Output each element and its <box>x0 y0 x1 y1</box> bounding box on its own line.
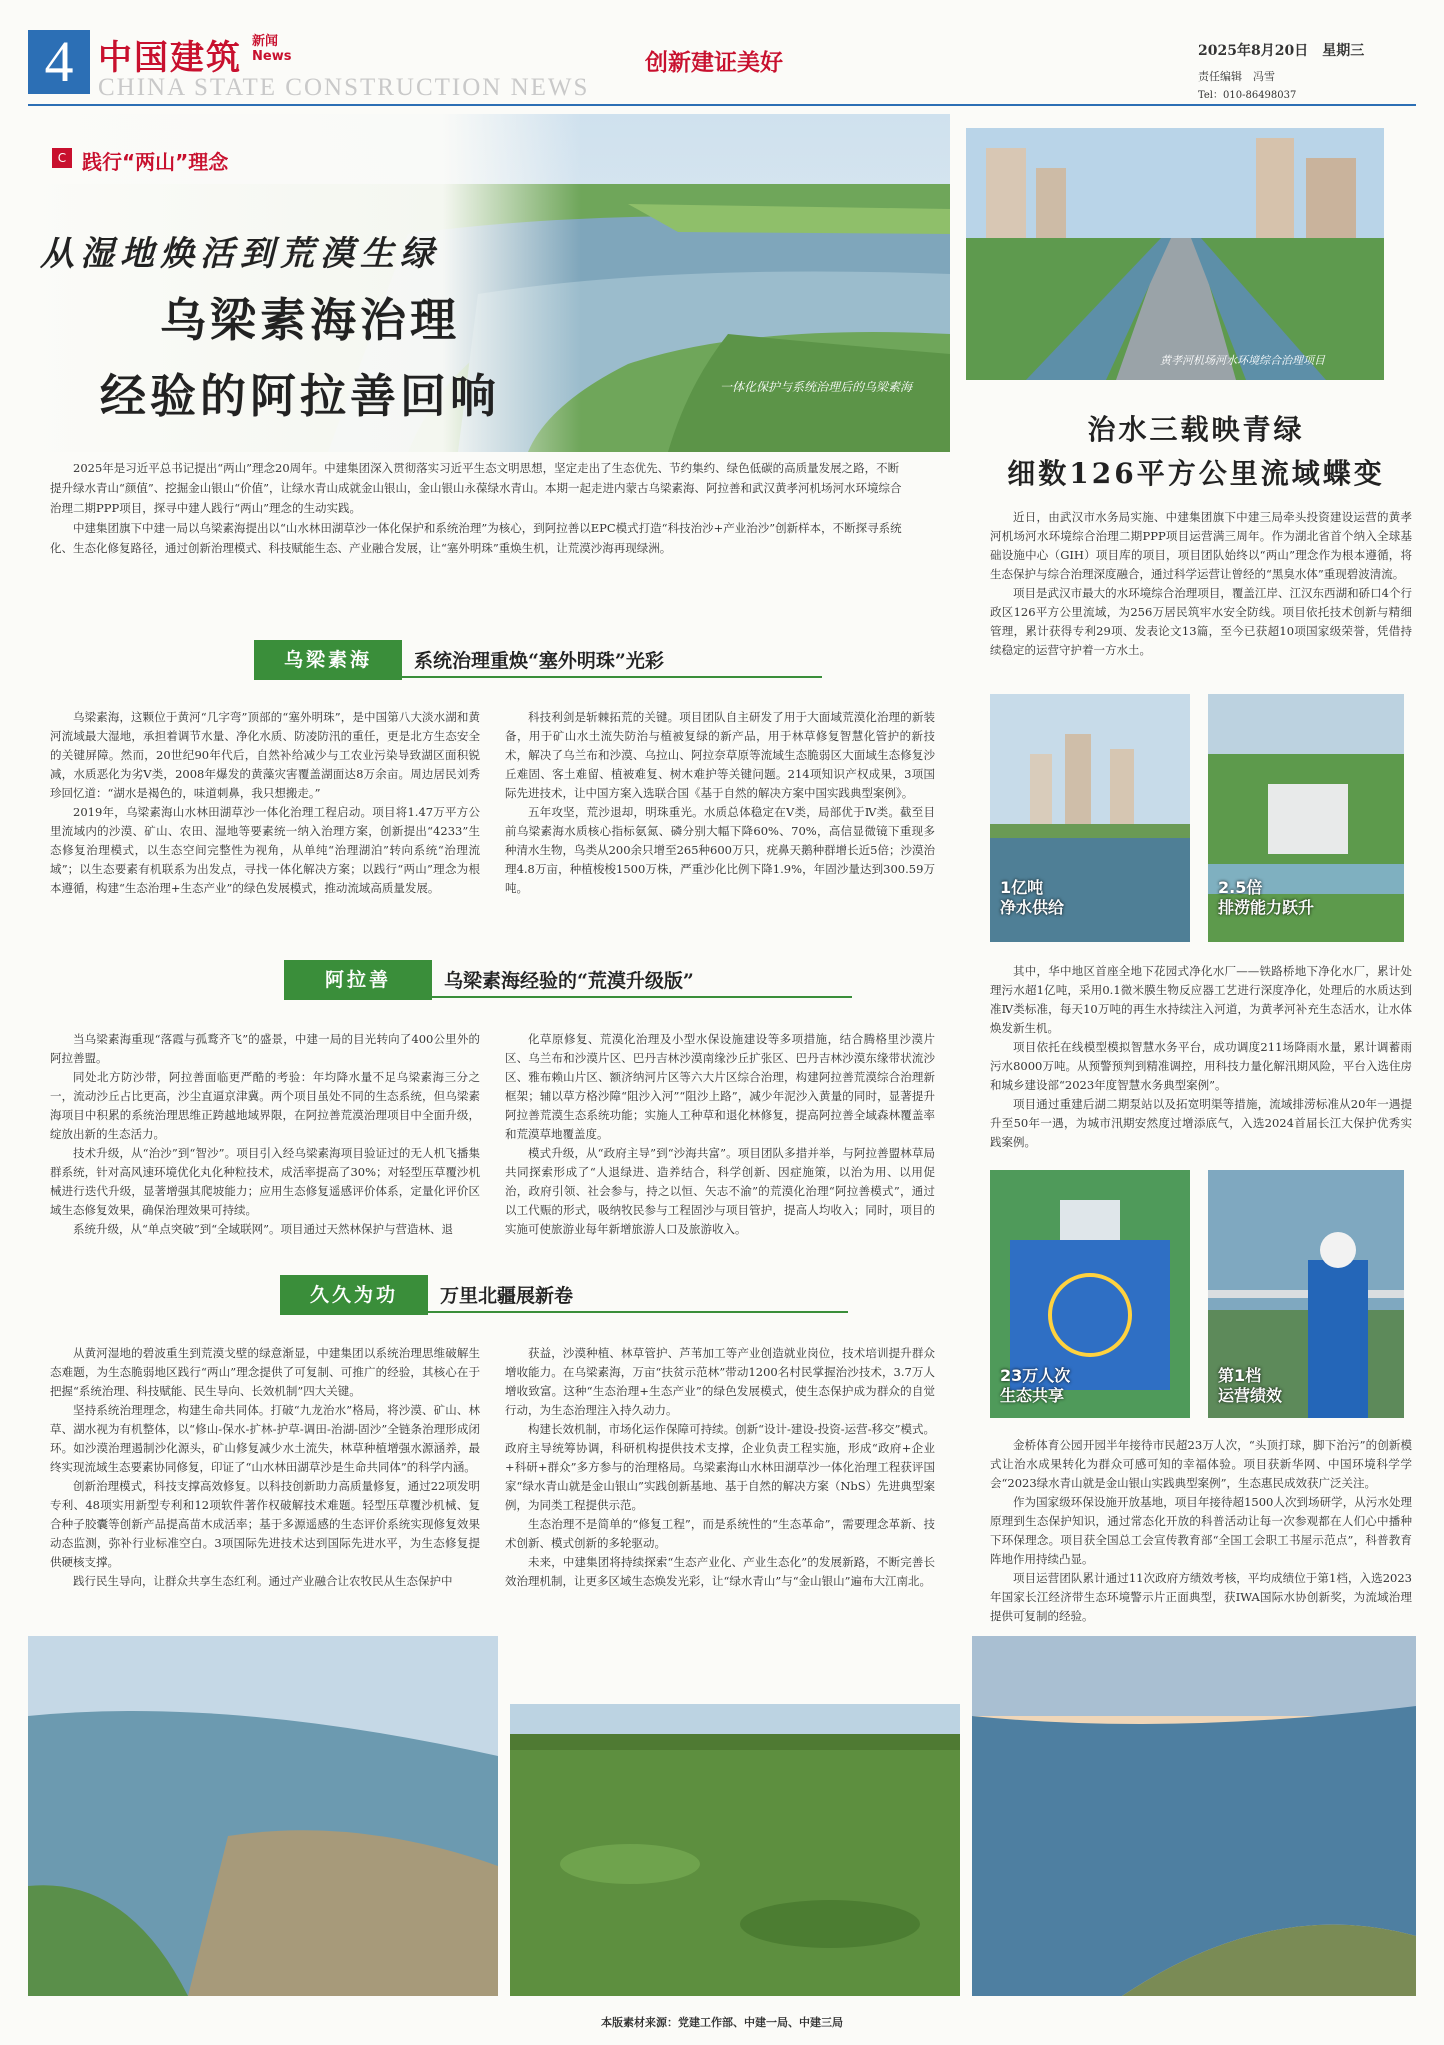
section-rule <box>402 676 822 678</box>
section-name: 创新建证美好 <box>645 49 783 76</box>
section-title: 万里北疆展新卷 <box>440 1285 574 1307</box>
body-paragraph: 技术升级，从“治沙”到“智沙”。项目引入经乌梁素海项目验证过的无人机飞播集群系统，针对高风速环境优化丸化种粒技术，成活率提高了30%；对轻型压草覆沙机械进行迭代升级，显著增强其爬坡能力；应用生态修复遥感评价体系，定量化评价区域生态修复效果，确保治理效果可持续。 <box>50 1146 480 1217</box>
urban-waterway-image <box>966 128 1384 380</box>
stat-overlay-4: 第1档 运营绩效 <box>1218 1366 1283 1405</box>
sports-park-photo <box>990 1170 1190 1418</box>
treatment-park-photo <box>1208 694 1404 942</box>
bottom-photo-right <box>972 1636 1416 1996</box>
section2-column-right <box>505 1030 935 1239</box>
editor-tel: Tel：010-86498037 <box>1198 90 1297 101</box>
body-paragraph: 生态治理不是简单的“修复工程”，而是系统性的“生态革命”，需要理念革新、技术创新、模式创新的多轮驱动。 <box>505 1517 935 1550</box>
section-banner-1 <box>254 640 854 680</box>
section-title: 乌梁素海经验的“荒漠升级版” <box>444 970 694 992</box>
body-paragraph: 践行民生导向，让群众共享生态红利。通过产业融合让农牧民从生态保护中 <box>73 1574 453 1588</box>
body-paragraph: 获益，沙漠种植、林草管护、芦苇加工等产业创造就业岗位，技术培训提升群众增收能力。在乌梁素海，万亩“扶贫示范林”带动1200名村民掌握治沙技术，3.7万人增收致富。这种“生态治理+生态产业”的绿色发展模式，使生态保护成为群众的自觉行动，为生态治理注入持久动力。 <box>505 1346 935 1417</box>
hero-tag-badge: C <box>52 148 72 168</box>
intro-paragraph: 2025年是习近平总书记提出“两山”理念20周年。中建集团深入贯彻落实习近平生态文明思想，坚定走出了生态优先、节约集约、绿色低碳的高质量发展之路，不断提升绿水青山“颜值”、挖掘金山银山“价值”，让绿水青山成就金山银山，金山银山永葆绿水青山。本期一起走进内蒙古乌梁素海、阿拉善和武汉黄孝河机场河水环境综合治理二期PPP项目，探寻中建人践行“两山”理念的生动实践。 <box>50 461 902 515</box>
headline-line2: 乌梁素海治理 <box>160 293 460 347</box>
body-paragraph: 未来，中建集团将持续探索“生态产业化、产业生态化”的发展新路，不断完善长效治理机制，让更多区域生态焕发光彩，让“绿水青山”与“金山银山”遍布大江南北。 <box>505 1555 935 1588</box>
body-paragraph: 系统升级，从“单点突破”到“全域联网”。项目通过天然林保护与营造林、退 <box>73 1222 454 1236</box>
body-paragraph: 项目通过重建后湖二期泵站以及拓宽明渠等措施，流域排涝标准从20年一遇提升至50年一遇，为城市汛期安然度过增添底气，入选2024首届长江大保护优秀实践案例。 <box>990 1097 1412 1149</box>
page-number: 4 <box>28 30 90 94</box>
section-banner-2 <box>284 960 884 1000</box>
brand-news-label <box>252 34 291 64</box>
section2-column-left <box>50 1030 480 1239</box>
body-paragraph: 项目运营团队累计通过11次政府方绩效考核，平均成绩位于第1档，入选2023年国家长江经济带生态环境警示片正面典型，获IWA国际水协创新奖，为流域治理提供可复制的经验。 <box>990 1571 1412 1623</box>
brand-logo-cn: 中国建筑 <box>98 38 242 78</box>
stat-overlay-1: 1亿吨 净水供给 <box>1000 878 1065 917</box>
body-paragraph: 项目依托在线模型模拟智慧水务平台，成功调度211场降雨水量，累计调蓄雨污水8000万吨。从预警预判到精准调控，用科技力量化解汛期风险，平台入选住房和城乡建设部“2023年度智慧水务典型案例”。 <box>990 1040 1412 1092</box>
brand-news-en: News <box>252 49 292 64</box>
body-paragraph: 科技利剑是斩棘拓荒的关键。项目团队自主研发了用于大面域荒漠化治理的新装备，用于矿山水土流失防治与植被复绿的新产品，用于林草修复智慧化管护的新技术，解决了乌兰布和沙漠、乌拉山、阿拉奈草原等流域生态脆弱区大面域生态修复沙丘难固、客土难留、植被难复、树木难护等关键问题。214项知识产权成果，3项国际先进技术，让中国方案入选联合国《基于自然的解决方案中国实践典型案例》。 <box>505 710 935 800</box>
brand-news-cn: 新闻 <box>252 34 279 49</box>
right-text-block-2 <box>990 962 1412 1152</box>
coastline-aerial-image <box>972 1636 1416 1996</box>
right-headline-line2: 细数126平方公里流域蝶变 <box>1007 457 1385 490</box>
section-rule <box>428 1311 848 1313</box>
body-paragraph: 其中，华中地区首座全地下花园式净化水厂——铁路桥地下净化水厂，累计处理污水超1亿吨，采用0.1微米膜生物反应器工艺进行深度净化，处理后的水质达到准Ⅳ类标准，每天10万吨的再生水持续注入河道，为黄孝河补充生态活水，让水体焕发新生机。 <box>990 964 1412 1035</box>
stat-overlay-2: 2.5倍 排涝能力跃升 <box>1218 878 1315 917</box>
body-paragraph: 金桥体育公园开园半年接待市民超23万人次，“头顶打球，脚下治污”的创新模式让治水成果转化为群众可感可知的幸福体验。项目获新华网、中国环境科学学会“2023绿水青山就是金山银山实践典型案例”，生态惠民成效获广泛关注。 <box>990 1438 1412 1490</box>
stat-overlay-3: 23万人次 生态共享 <box>1000 1366 1071 1405</box>
body-paragraph: 当乌梁素海重现“落霞与孤鹜齐飞”的盛景，中建一局的目光转向了400公里外的阿拉善盟。 <box>50 1032 480 1065</box>
header-rule <box>28 104 1416 106</box>
body-paragraph: 项目是武汉市最大的水环境综合治理项目，覆盖江岸、江汉东西湖和硚口4个行政区126平方公里流域，为256万居民筑牢水安全防线。项目依托技术创新与精细管理，累计获得专利29项、发表论文13篇，至今已获超10项国家级荣誉，凭借持续稳定的运营守护着一方水土。 <box>990 586 1412 657</box>
section-tag: 久久为功 <box>280 1275 428 1315</box>
section3-column-right <box>505 1344 935 1591</box>
section1-column-right <box>505 708 935 898</box>
body-paragraph: 近日，由武汉市水务局实施、中建集团旗下中建三局牵头投资建设运营的黄孝河机场河水环境综合治理二期PPP项目运营满三周年。作为湖北省首个纳入全球基础设施中心（GIH）项目库的项目，项目团队始终以“两山”理念作为根本遵循，将生态保护与综合治理深度融合，通过科学运营让曾经的“黑臭水体”重现碧波清流。 <box>990 510 1412 581</box>
right-text-block-1 <box>990 508 1412 660</box>
intro-paragraph: 中建集团旗下中建一局以乌梁素海提出以“山水林田湖草沙一体化保护和系统治理”为核心，到阿拉善以EPC模式打造“科技治沙+产业治沙”创新样本，不断探寻系统化、生态化修复路径，通过创新治理模式、科技赋能生态、产业融合发展，让“塞外明珠”重焕生机，让荒漠沙海再现绿洲。 <box>50 521 902 555</box>
body-paragraph: 乌梁素海，这颗位于黄河“几字弯”顶部的“塞外明珠”，是中国第八大淡水湖和黄河流域最大湿地，承担着调节水量、净化水质、防凌防汛的重任，更是北方生态安全的关键屏障。然而，20世纪90年代后，自然补给减少与工农业污染导致湖区面积锐减，水质恶化为劣Ⅴ类，2008年爆发的黄藻灾害覆盖湖面达8万余亩。周边居民刘秀珍回忆道：“湖水是褐色的，味道刺鼻，我只想搬走。” <box>50 710 480 800</box>
worker-photo <box>1208 1170 1404 1418</box>
body-paragraph: 2019年，乌梁素海山水林田湖草沙一体化治理工程启动。项目将1.47万平方公里流域内的沙漠、矿山、农田、湿地等要素统一纳入治理方案，创新提出“4233”生态修复治理模式，以生态空间完整性为视角，从单纯“治理湖泊”转向系统“治理流域”；以生态要素有机联系为出发点，寻找一体化解决方案；以践行“两山”理念为根本遵循，构建“生态治理+生态产业”的绿色发展模式，推动流域高质量发展。 <box>50 805 480 895</box>
headline-line1: 从湿地焕活到荒漠生绿 <box>40 234 440 274</box>
bottom-photo-left <box>28 1636 498 1996</box>
editor-credit: 责任编辑 冯雪 <box>1198 70 1275 83</box>
grassland-image <box>510 1704 960 1996</box>
body-paragraph: 同处北方防沙带，阿拉善面临更严酷的考验：年均降水量不足乌梁素海三分之一，流动沙丘占比更高，沙尘直逼京津冀。两个项目虽处不同的生态系统，但乌梁素海项目中积累的系统治理思维正跨越地域界限，在阿拉善荒漠治理项目中全面升级，绽放出新的生态活力。 <box>50 1070 480 1141</box>
section-tag: 乌梁素海 <box>254 640 402 680</box>
body-paragraph: 作为国家级环保设施开放基地，项目年接待超1500人次到场研学，从污水处理原理到生态保护知识，通过常态化开放的科普活动让每一次参观都在人们心中播种下环保理念。项目获全国总工会宣传教育部“全国工会职工书屋示范点”，科普教育阵地作用持续凸显。 <box>990 1495 1412 1566</box>
body-paragraph: 创新治理模式，科技支撑高效修复。以科技创新助力高质量修复，通过22项发明专利、48项实用新型专利和12项软件著作权破解技术难题。轻型压草覆沙机械、复合种子胶囊等创新产品提高苗木成活率；基于多源遥感的生态评价系统实现修复效果动态监测，弥补行业标准空白。3项国际先进技术达到国际先进水平，为生态修复提供硬核支撑。 <box>50 1479 480 1569</box>
hero-kicker: 践行“两山”理念 <box>82 150 229 174</box>
body-paragraph: 五年攻坚，荒沙退却，明珠重光。水质总体稳定在Ⅴ类，局部优于Ⅳ类。截至目前乌梁素海水质核心指标氨氮、磷分别大幅下降60%、70%，高信显微镜下重现多种清水生物，鸟类从200余只增至265种600万只，疣鼻天鹅种群增长近5倍；沙漠治理4.8万亩，种植梭梭1500万株，严重沙化比例下降1.9%，年固沙量达到300.59万吨。 <box>505 805 935 895</box>
right-photo-caption: 黄孝河机场河水环境综合治理项目 <box>1160 354 1325 367</box>
issue-date: 2025年8月20日 星期三 <box>1198 43 1365 59</box>
section3-column-left <box>50 1344 480 1591</box>
headline-line3: 经验的阿拉善回响 <box>100 369 500 423</box>
intro-block <box>50 458 910 558</box>
body-paragraph: 坚持系统治理理念，构建生命共同体。打破“九龙治水”格局，将沙漠、矿山、林草、湖水视为有机整体，以“修山-保水-扩林-护草-调田-治湖-固沙”全链条治理形成闭环。如沙漠治理遏制沙化源头，矿山修复减少水土流失，林草种植增强水源涵养，最终实现流域生态要素协同修复，印证了“山水林田湖草沙是生命共同体”的科学内涵。 <box>50 1403 480 1474</box>
image-source-credit: 本版素材来源：党建工作部、中建一局、中建三局 <box>601 2016 843 2029</box>
hero-photo-caption: 一体化保护与系统治理后的乌梁素海 <box>720 380 913 394</box>
section-title: 系统治理重焕“塞外明珠”光彩 <box>414 650 664 672</box>
body-paragraph: 模式升级，从“政府主导”到“沙海共富”。项目团队多措并举，与阿拉善盟林草局共同探索形成了“人退绿进、造养结合，科学创新、因症施策，以治为用、以用促治，政府引领、社会参与，持之以恒、矢志不渝”的荒漠化治理“阿拉善模式”，通过以工代赈的形式，吸纳牧民参与工程固沙与项目管护，提高人均收入；同时，项目的实施可使旅游业每年新增旅游人口及旅游收入。 <box>505 1146 935 1236</box>
body-paragraph: 化草原修复、荒漠化治理及小型水保设施建设等多项措施，结合腾格里沙漠片区、乌兰布和沙漠片区、巴丹吉林沙漠南缘沙丘扩张区、巴丹吉林沙漠东缘带状流沙区、雅布赖山片区、额济纳河片区等六大片区综合治理，构建阿拉善荒漠综合治理新框架；辅以草方格沙障“阻沙入河”“阻沙上路”，减少年泥沙入黄量的同时，显著提升阿拉善荒漠生态系统功能；实施人工种草和退化林修复，提高阿拉善全域森林覆盖率和荒漠草地覆盖度。 <box>505 1032 935 1141</box>
bottom-photo-middle <box>510 1704 960 1996</box>
section-banner-3 <box>280 1275 880 1315</box>
section1-column-left <box>50 708 480 898</box>
section-rule <box>432 996 852 998</box>
lake-aerial-image <box>28 1636 498 1996</box>
right-text-block-3 <box>990 1436 1412 1626</box>
section-tag: 阿拉善 <box>284 960 432 1000</box>
water-plant-photo <box>990 694 1190 942</box>
right-headline-line1: 治水三载映青绿 <box>1087 413 1305 446</box>
brand-logo-en: CHINA STATE CONSTRUCTION NEWS <box>98 74 590 101</box>
body-paragraph: 构建长效机制，市场化运作保障可持续。创新“设计-建设-投资-运营-移交”模式。政府主导统筹协调，科研机构提供技术支撑，企业负责工程实施，形成“政府+企业+科研+群众”多方参与的治理格局。乌梁素海山水林田湖草沙一体化治理工程获评国家“绿水青山就是金山银山”实践创新基地、基于自然的解决方案（NbS）先进典型案例，为同类工程提供示范。 <box>505 1422 935 1512</box>
city-river-photo <box>966 128 1384 380</box>
body-paragraph: 从黄河湿地的碧波重生到荒漠戈壁的绿意渐显，中建集团以系统治理思维破解生态难题，为生态脆弱地区践行“两山”理念提供了可复制、可推广的经验，其核心在于把握“系统治理、科技赋能、民生导向、长效机制”四大关键。 <box>50 1346 480 1398</box>
